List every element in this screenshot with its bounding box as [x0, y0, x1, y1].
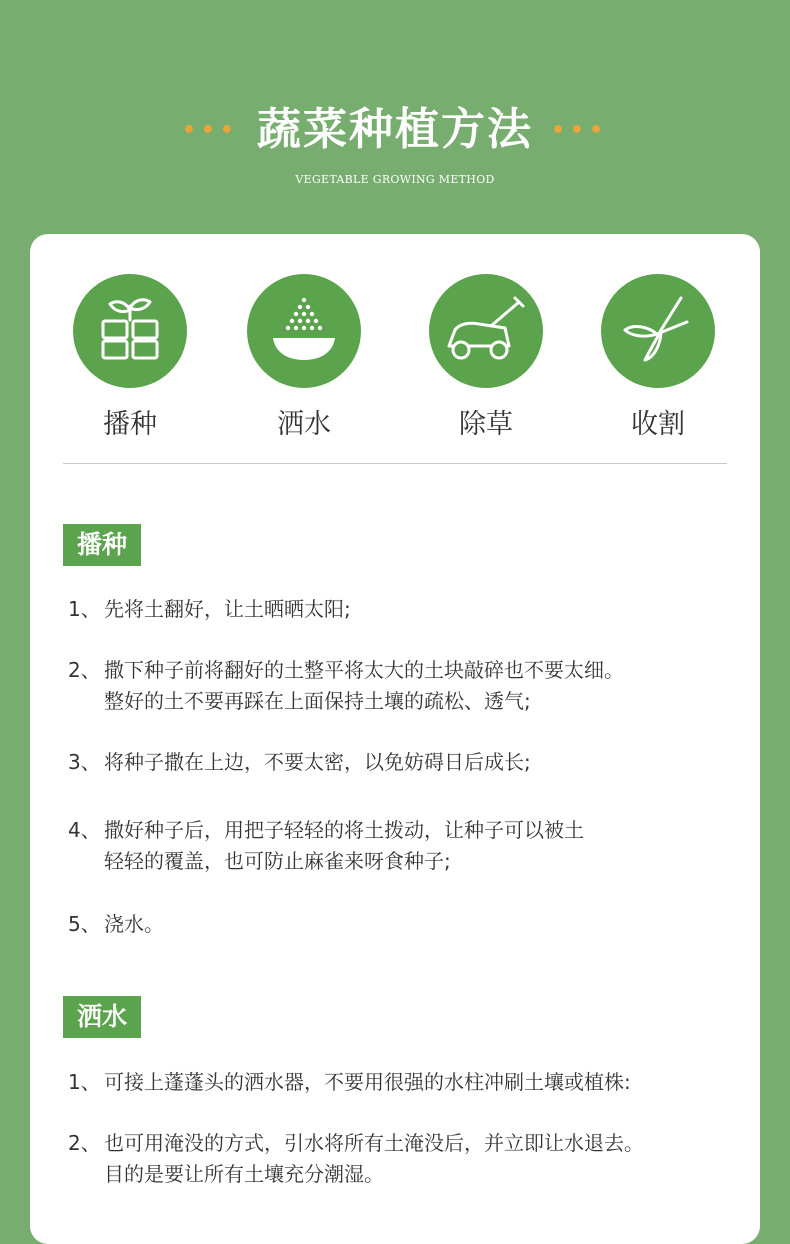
icon-label-sowing: 播种	[103, 409, 157, 440]
page-header	[0, 95, 790, 186]
icon-label-watering: 洒水	[277, 409, 331, 440]
content-card	[30, 234, 760, 1244]
section-tag-sowing: 播种	[63, 524, 141, 566]
seedling-tray-icon	[73, 274, 187, 388]
item-number: 3、	[68, 750, 101, 774]
item-number: 2、	[68, 1131, 101, 1155]
item-text-continued: 目的是要让所有土壤充分潮湿。	[104, 1162, 384, 1186]
list-item	[68, 1128, 644, 1190]
page-title: 蔬菜种植方法	[257, 104, 533, 155]
item-number: 1、	[68, 1070, 101, 1094]
lawn-mower-icon	[429, 274, 543, 388]
item-text: 先将土翻好，让土晒晒太阳;	[104, 597, 351, 621]
icon-label-harvest: 收割	[631, 409, 685, 440]
item-text-continued: 轻轻的覆盖，也可防止麻雀来呀食种子;	[104, 849, 451, 873]
item-text: 浇水。	[104, 912, 164, 936]
watering-bowl-icon	[247, 274, 361, 388]
list-item	[68, 747, 531, 778]
item-text: 撒好种子后，用把子轻轻的将土拨动，让种子可以被土	[104, 818, 584, 842]
item-text: 可接上蓬蓬头的洒水器，不要用很强的水柱冲刷土壤或植株:	[104, 1070, 631, 1094]
item-number: 5、	[68, 912, 101, 936]
item-text-continued: 整好的土不要再踩在上面保持土壤的疏松、透气;	[104, 689, 531, 713]
item-text: 撒下种子前将翻好的土整平将太大的土块敲碎也不要太细。	[104, 658, 624, 682]
title-row	[0, 95, 790, 165]
page-subtitle: VEGETABLE GROWING METHOD	[295, 173, 495, 186]
icon-item-harvest	[578, 274, 738, 441]
divider	[63, 463, 727, 464]
decorative-dots-right: •••	[551, 117, 609, 143]
icon-row	[30, 274, 760, 444]
item-text: 将种子撒在上边，不要太密，以免妨碍日后成长;	[104, 750, 531, 774]
decorative-dots-left: •••	[181, 117, 239, 143]
icon-label-weeding: 除草	[459, 409, 513, 440]
item-number: 2、	[68, 658, 101, 682]
list-item	[68, 815, 584, 877]
icon-item-watering	[224, 274, 384, 441]
section-tag-watering: 洒水	[63, 996, 141, 1038]
item-text: 也可用淹没的方式，引水将所有土淹没后，并立即让水退去。	[104, 1131, 644, 1155]
list-item	[68, 909, 164, 940]
scissors-icon	[601, 274, 715, 388]
icon-item-weeding	[406, 274, 566, 441]
list-item	[68, 1067, 631, 1098]
list-item	[68, 655, 624, 717]
icon-item-sowing	[50, 274, 210, 441]
list-item	[68, 594, 351, 625]
item-number: 1、	[68, 597, 101, 621]
item-number: 4、	[68, 818, 101, 842]
